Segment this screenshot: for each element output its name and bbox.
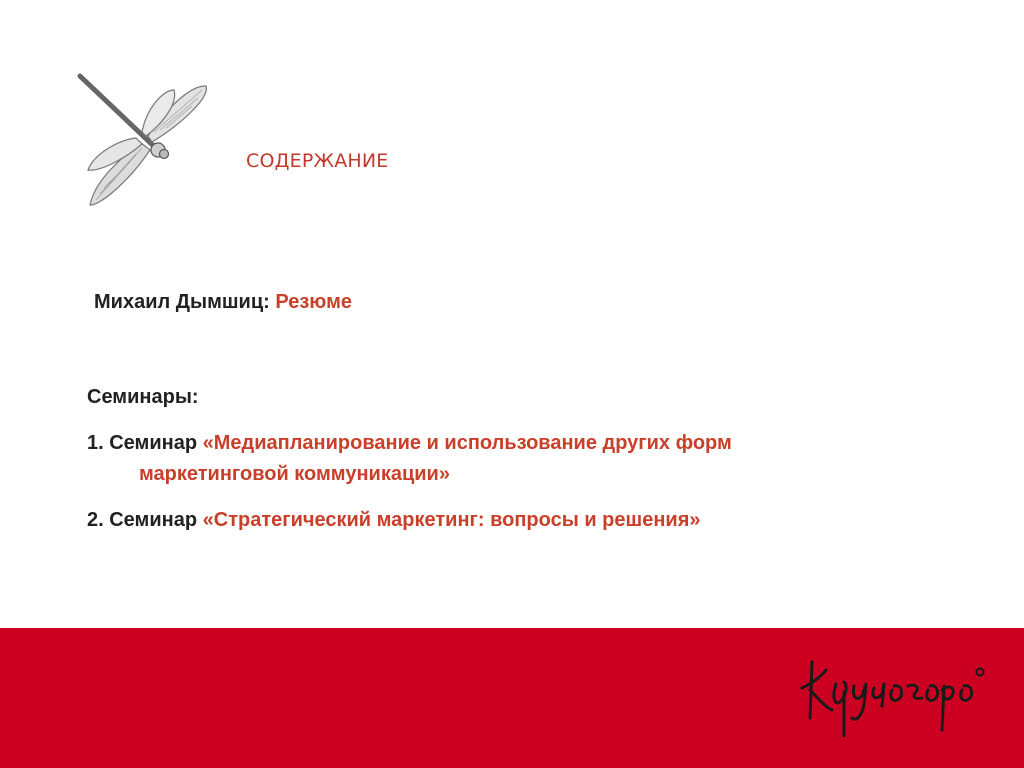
seminar-1-title-line2[interactable]: маркетинговой коммуникации» — [139, 463, 450, 485]
seminar-item-1 — [87, 428, 947, 490]
author-line — [94, 291, 352, 314]
dragonfly-icon — [70, 70, 220, 215]
kругозор-logo-signature — [790, 640, 990, 750]
seminar-1-title-line1[interactable]: «Медиапланирование и использование других форм — [202, 432, 732, 454]
seminars-heading: Семинары: — [87, 386, 199, 408]
page-title: СОДЕРЖАНИЕ — [246, 150, 389, 172]
seminar-1-prefix: 1. Семинар — [87, 432, 198, 454]
seminar-2-title[interactable]: «Стратегический маркетинг: вопросы и решения» — [202, 509, 701, 531]
seminar-2-prefix: 2. Семинар — [87, 509, 198, 531]
seminar-item-2 — [87, 505, 947, 536]
resume-link[interactable]: Резюме — [275, 291, 353, 313]
author-name: Михаил Дымшиц: — [94, 291, 270, 313]
